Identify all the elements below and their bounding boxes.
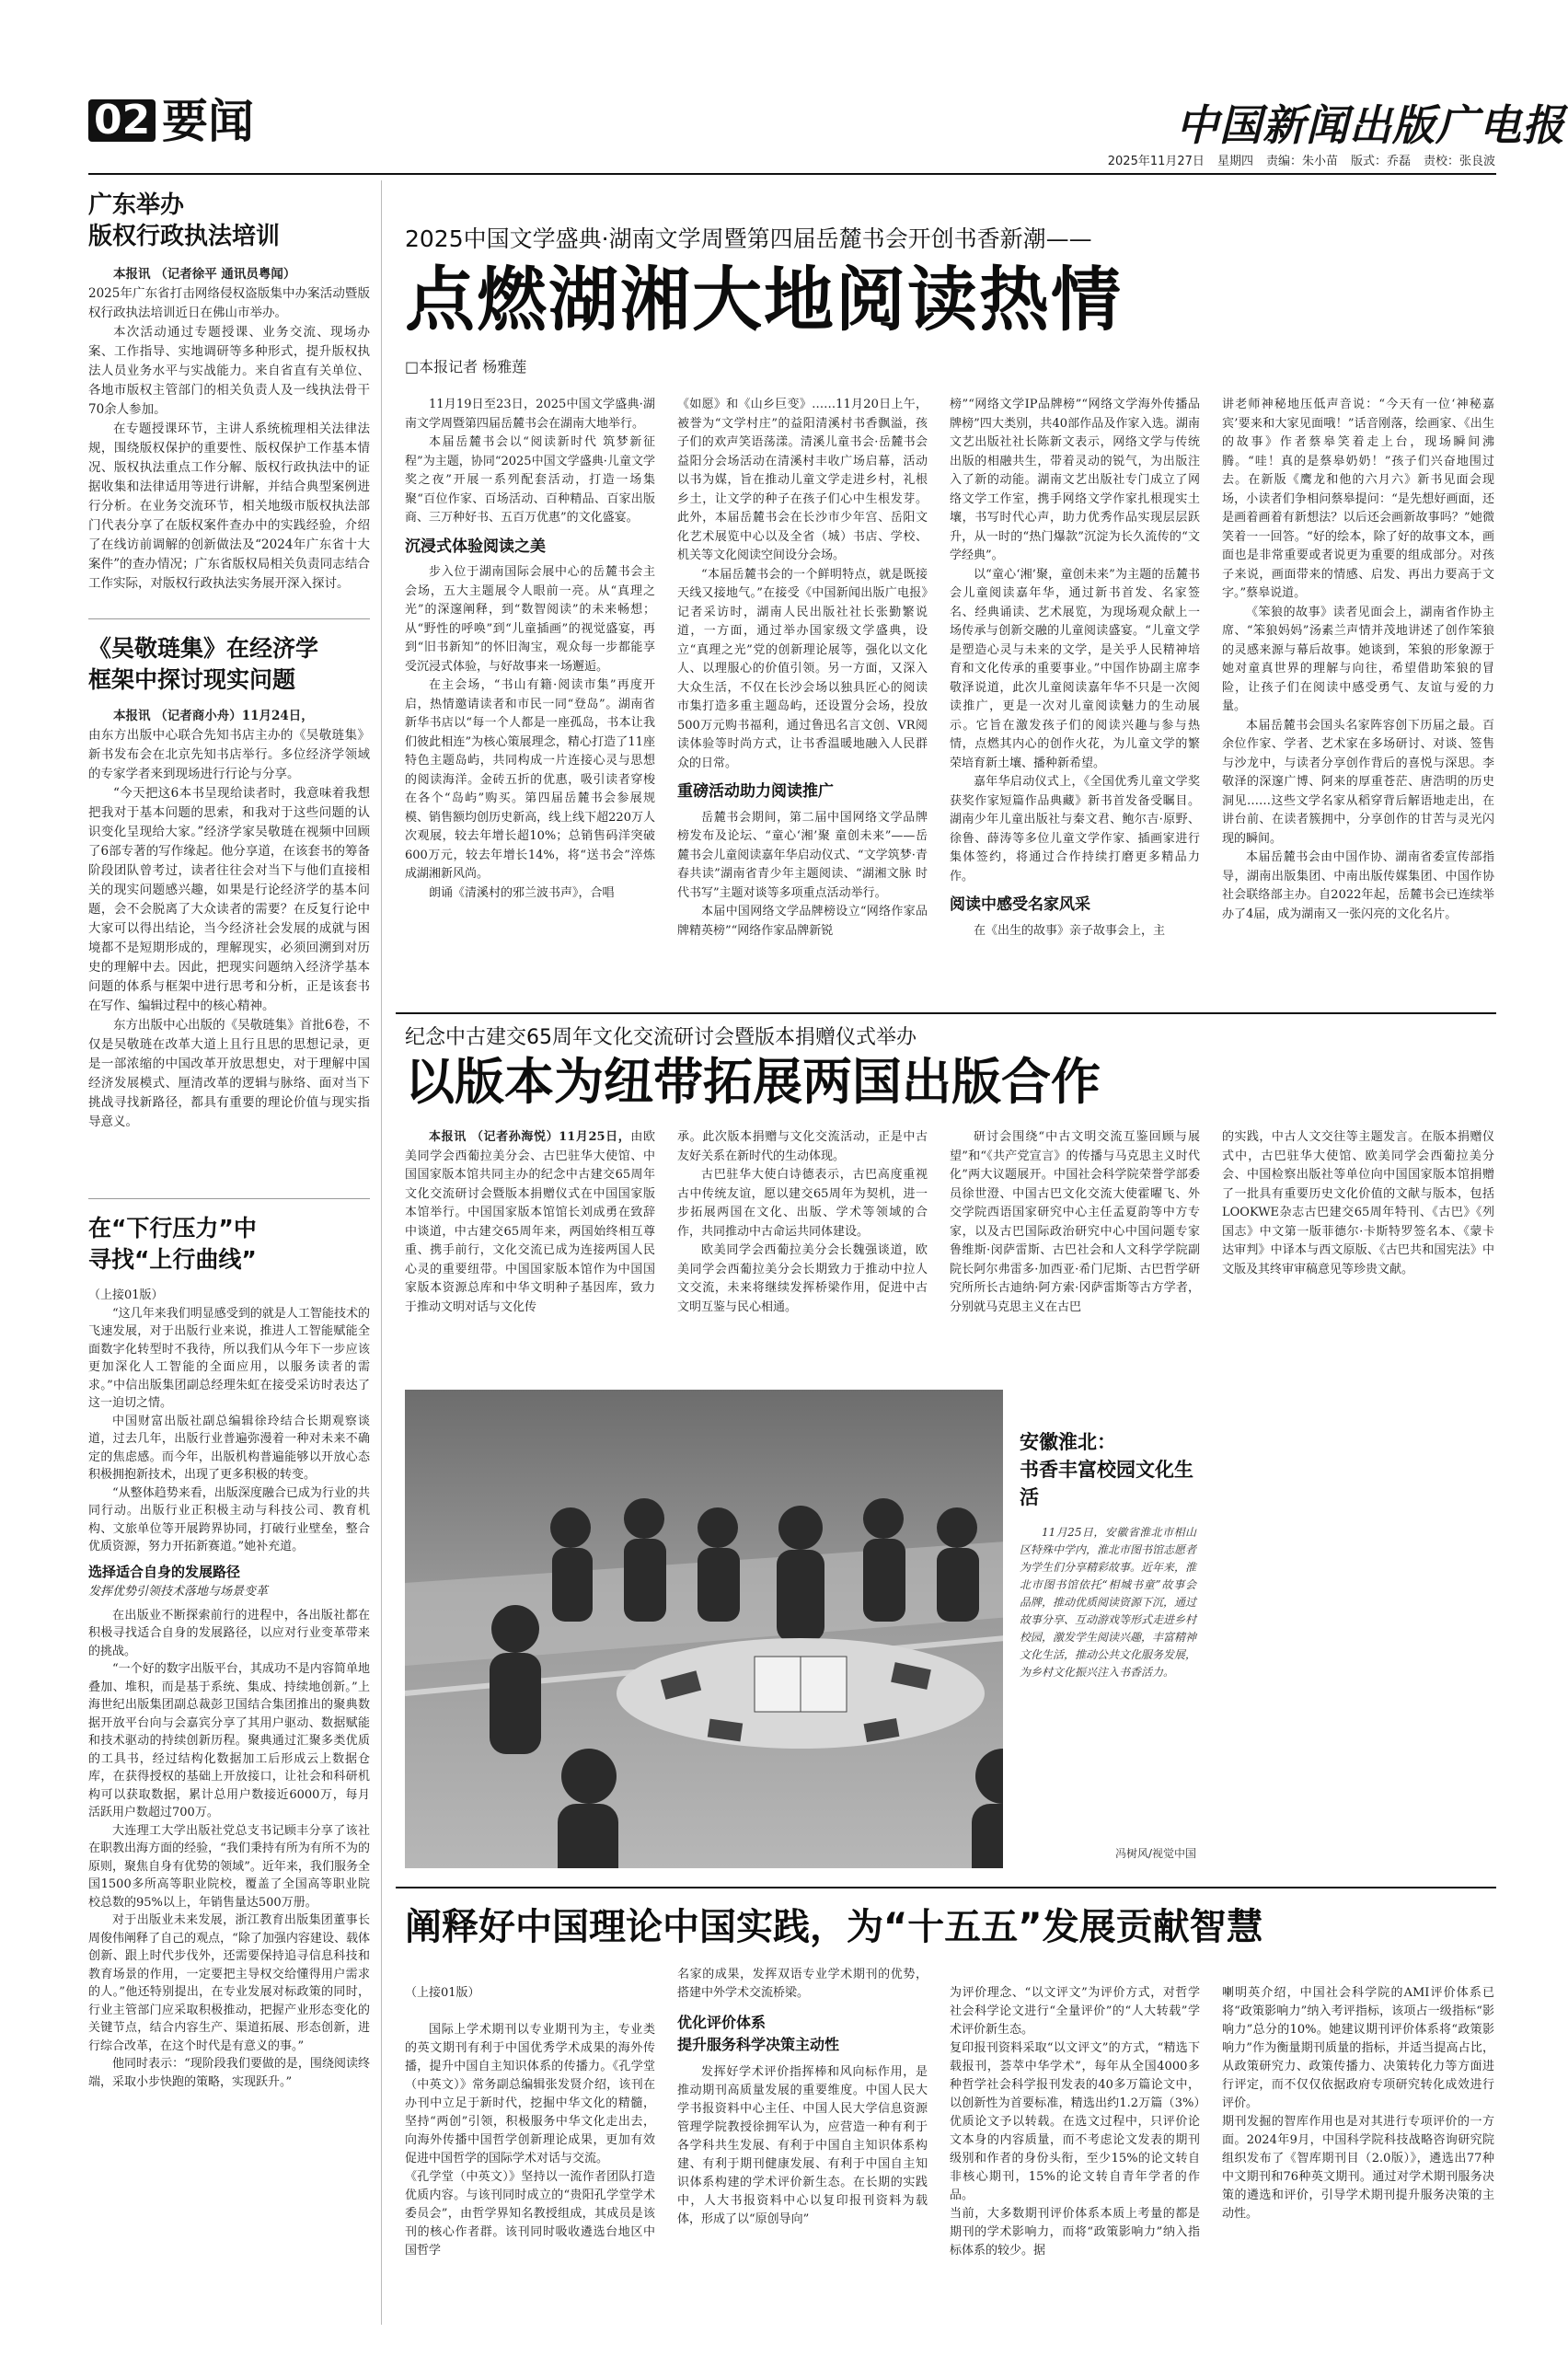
article-body: （上接01版） “这几年来我们明显感受到的就是人工智能技术的飞速发展，对于出版行业来说，推进人工智能赋能全面数字化转型时不我待，所以我们从今年下一步应该更加深化人工智能的全面应用，以服务读者的需求。”中信出版集团副总经理朱虹在接受采访时表达了这一迫切之情。 中国财富出版社副总编辑徐玲结合长期观察谈道，过去几年，出版行业普遍弥漫着一种对未来不确定的焦虑感。而今年，出版机构普遍能够以开放心态积极拥抱新技术，出现了更多积极的转变。 “从整体趋势来看，出版深度融合已成为行业的共同行动。出版行业正积极主动与科技公司、教育机构、文旅单位等开展跨界协同，打破行业壁垒，整合优质资源，努力开拓新赛道。”她补充道。 选择适合自身的发展路径 发挥优势引领技术落地与场景变革 在出版业不断探索前行的进程中，各出版社都在积极寻找适合自身的发展路径，以应对行业变革带来的挑战。 “一个好的数字出版平台，其成功不是内容简单地叠加、堆积，而是基于系统、集成、持续地创新。”上海世纪出版集团副总裁彭卫国结合集团推出的聚典数据开放平台向与会嘉宾分享了其用户驱动、数据赋能和技术驱动的持续创新历程。聚典通过汇聚多类优质的工具书，经过结构化数据加工后形成云上数据仓库，在获得授权的基础上开放接口，让社会和科研机构可以获取数据，累计总用户数接近6000万，每月活跃用户数超过700万。 大连理工大学出版社党总支书记顾丰分享了该社在职教出海方面的经验，“我们秉持有所为有所不为的原则，聚焦自身有优势的领域”。近年来，我们服务全国1500多所高等职业院校，覆盖了全国高等职业院校总数的95%以上，年销售量达500万册。 对于出版业未来发展，浙江教育出版集团董事长周俊伟阐释了自己的观点，“除了加强内容建设、载体创新、跟上时代步伐外，还需要保持追寻信息科技和教育场景的作用，一定要把主导权交给懂得用户需求的人。”他还特别提出，在专业发展对标政策的同时，行业主管部门应采取积极推动，把握产业形态变化的关键节点，结合内容生产、渠道拓展、形态创新，进行综合改革，在这个时代是有意义的事。” 他同时表示：“现阶段我们要做的是，围绕阅读终端，采取小步快跑的策略，实现跃升。” — [88, 1288, 370, 2089]
third-col-4: 喇明英介绍，中国社会科学院的AMI评价体系已将“政策影响力”纳入考评指标，该项占一级指标“影响力”总分的10%。她建议期刊评价体系将“政策影响力”作为衡量期刊质量的指标，并适当提高占比，从政策研究力、政策传播力、决策转化力等方面进行评定，而不仅仅依据政府专项研究转化成效进行评价。 期刊发掘的智库作用也是对其进行专项评价的一方面。2024年9月，中国科学院科技战略咨询研究院组织发布了《智库期刊目（2.0版）》，遴选出77种中文期刊和76种英文期刊。通过对学术期刊服务决策的遴选和评价，引导学术期刊提升服务决策的主动性。 — [1222, 1986, 1494, 2221]
lead-col-2: 《如愿》和《山乡巨变》……11月20日上午，被誉为“文学村庄”的益阳清溪村书香飘溢，孩子们的欢声笑语荡漾。清溪儿童书会·岳麓书会益阳分会场活动在清溪村丰收广场启幕，活动以书为媒，旨在推动儿童文学走进乡村，礼根乡土，让文学的种子在孩子们心中生根发芽。此外，本届岳麓书会在长沙市少年宫、岳阳文化艺术展览中心以及全省（城）书店、学校、机关等文化阅读空间设分会场。 “本届岳麓书会的一个鲜明特点，就是既接天线又接地气。”在接受《中国新闻出版广电报》记者采访时，湖南人民出版社社长张勤繁说道，一方面，通过举办国家级文学盛典，设立“真理之光”党的创新理论展等，强化以文化人、以理服心的价值引领。另一方面，又深入大众生活，不仅在长沙会场以独具匠心的阅读市集打造多重主题岛屿，还设置分会场，投放500万元购书福利，通过鲁迅名言文创、VR阅读体验等时尚方式，让书香温暖地融入人民群众的日常。 重磅活动助力阅读推广 岳麓书会期间，第二届中国网络文学品牌榜发布及论坛、“童心‘湘’聚 童创未来”——岳麓书会儿童阅读嘉年华启动仪式、“文学筑梦·青春共读”湖南省青少年主题阅读、“湖湘文脉 时代书写”主题对谈等多项重点活动举行。 本届中国网络文学品牌榜设立“网络作家品牌精英榜”“网络作家品牌新锐 — [677, 398, 928, 938]
divider — [88, 618, 370, 619]
article-body: 本报讯 （记者徐平 通讯员粤闻） 2025年广东省打击网络侵权盗版集中办案活动暨版权行政执法培训近日在佛山市举办。 本次活动通过专题授课、业务交流、现场办案、工作指导、实地调研等多种形式，提升版权执法人员业务水平与实战能力。来自省直有关单位、各地市版权主管部门的相关负责人及一线执法骨干70余人参加。 在专题授课环节，主讲人系统梳理相关法律法规，围绕版权保护的重要性、版权保护工作基本情况、版权执法重点工作分解、版权行政执法中的证据收集和法律适用等进行讲解，并结合典型案例进行分析。在业务交流环节，相关地级市版权执法部门代表分享了在版权案件查办中的实践经验，介绍了在线访前调解的创新做法及“2024年广东省十大案件”的查办情况；广东省版权局相关负责同志结合工作实际，对版权行政执法实务展开深入探讨。 — [88, 267, 370, 591]
masthead-info — [998, 151, 1495, 168]
photo-caption-box — [1003, 1390, 1205, 1868]
second-col-1: 本报讯 （记者孙海悦）11月25日，由欧美同学会西葡拉美分会、古巴驻华大使馆、中国国家版本馆共同主办的纪念中古建交65周年文化交流研讨会暨版本捐赠仪式在中国国家版本馆举行。中国国家版本馆馆长刘成勇在致辞中谈道，中古建交65周年来，两国始终相互尊重、携手前行，文化交流已成为连接两国人民心灵的重要纽带。中国国家版本馆作为中国国家版本资源总库和中华文明种子基因库，致力于推动文明对话与文化传 — [405, 1130, 655, 1314]
lead-kicker: 2025中国文学盛典·湖南文学周暨第四届岳麓书会开创书香新潮—— — [405, 225, 1092, 252]
news-photo — [405, 1390, 1205, 1868]
second-headline: 以版本为纽带拓展两国出版合作 — [405, 1053, 1101, 1111]
layout-credit: 版式：乔磊 — [1350, 155, 1411, 168]
article-body: 本报讯 （记者商小舟）11月24日， 由东方出版中心联合先知书店主办的《吴敬琏集》新书发布会在北京先知书店举行。多位经济学领域的专家学者来到现场进行行论与分享。 “今天把这6本书呈现给读者时，我意味着我想把我对于基本问题的思索，和我对于这些问题的认识变化呈现给大家。”经济学家吴敬琏在视频中回顾了6部专著的写作缘起。他分享道，在该套书的筹备阶段团队曾考过，读者往往会对当下与他们直接相关的现实问题感兴趣，如果是行论经济学的基本问题，会不会脱离了大众读者的需要？在反复行论中大家可以得出结论，当今经济社会发展的成就与困境都不是短期形成的，理解现实，必须回溯到对历史的理解中去。因此，把现实问题纳入经济学基本问题的体系与框架中进行思考和分析，正是该套书在写作、编辑过程中的核心精神。 东方出版中心出版的《吴敬琏集》首批6卷，不仅是吴敬琏在改革大道上且行且思的思想记录，更是一部浓缩的中国改革开放思想史，对于理解中国经济发展模式、厘清改革的逻辑与脉络、面对当下挑战寻找新路径，都具有重要的理论价值与现实指导意义。 — [88, 709, 370, 1129]
lead-col-3: 榜”“网络文学IP品牌榜”“网络文学海外传播品牌榜”四大类别，共40部作品及作家入选。湖南文艺出版社社长陈新文表示，网络文学与传统出版的相融共生，带着灵动的锐气，为出版注入了新的动能。湖南文艺出版社专门成立了网络文学工作室，携手网络文学作家扎根现实土壤，书写时代心声，助力优秀作品实现层层跃升，从一时的“热门爆款”沉淀为长久流传的“文学经典”。 以“童心‘湘’聚，童创未来”为主题的岳麓书会儿童阅读嘉年华，通过新书首发、名家签名、经典诵读、艺术展览，为现场观众献上一场传承与创新交融的儿童阅读盛宴。“儿童文学是塑造心灵与未来的文学，是关乎人民精神培育和文化传承的重要事业。”中国作协副主席李敬泽说道，此次儿童阅读嘉年华不只是一次阅读推广，更是一次对儿童阅读魅力的生动展示。它旨在激发孩子们的阅读兴趣与参与热情，点燃其内心的创作火花，为儿童文学的繁荣培育新土壤、播种新希望。 嘉年华启动仪式上，《全国优秀儿童文学奖获奖作家短篇作品典藏》新书首发备受瞩目。湖南少年儿童出版社与秦文君、鲍尔吉·原野、徐鲁、薛涛等多位儿童文学作家、插画家进行集体签约，将通过合作持续打磨更多精品力作。 阅读中感受名家风采 在《出生的故事》亲子故事会上，主 — [950, 398, 1200, 938]
photo-caption-body: 11月25日，安徽省淮北市相山区特殊中学内，淮北市图书馆志愿者为学生们分享精彩故事。近年来，淮北市图书馆依托“相城书童”故事会品牌，推动优质阅读资源下沉，通过故事分享、互动游戏等形式走进乡村校园，激发学生阅读兴趣，丰富精神文化生活，推动公共文化服务发展，为乡村文化振兴注入书香活力。 — [1020, 1526, 1197, 1679]
masthead-rule — [88, 173, 1496, 175]
third-col-1: （上接01版） 国际上学术期刊以专业期刊为主，专业类的英文期刊有利于中国优秀学术成果的海外传播，提升中国自主知识体系的传播力。《孔学堂（中英文）》常务副总编辑张发贤介绍，该刊在办刊中立足于新时代，挖掘中华文化的精髓，坚持“两创”引领，积极服务中华文化走出去，向海外传播中国哲学创新理论成果，更加有效促进中国哲学的国际学术对话与交流。 《孔学堂（中英文）》坚持以一流作者团队打造优质内容。与该刊同时成立的“贵阳孔学堂学术委员会”，由哲学界知名教授组成，其成员是该刊的核心作者群。该刊同时吸收遴选台地区中国哲学 — [405, 1986, 655, 2258]
byline: 本报讯 （记者徐平 通讯员粤闻） — [113, 267, 296, 282]
section-name: 要闻 — [162, 95, 254, 148]
photo-caption-title: 安徽淮北： 书香丰富校园文化生活 — [1020, 1431, 1193, 1508]
subheading: 沉浸式体验阅读之美 — [405, 537, 546, 556]
proof-credit: 责校：张良波 — [1423, 155, 1495, 168]
article-downward-pressure — [88, 1213, 370, 2091]
subheading: 阅读中感受名家风采 — [950, 895, 1090, 914]
article-copyright-training — [88, 190, 370, 594]
third-col-2: 名家的成果，发挥双语专业学术期刊的优势，搭建中外学术交流桥梁。 优化评价体系 提升服务科学决策主动性 发挥好学术评价指挥棒和风向标作用，是推动期刊高质量发展的重要维度。中国人民大学书报资料中心主任、中国人民大学信息资源管理学院教授徐拥军认为，应营造一种有利于各学科共生发展、有利于中国自主知识体系构建、有利于期刊健康发展、有利于中国自主知识体系构建的学术评价新生态。在长期的实践中，人大书报资料中心以复印报刊资料为载体，形成了以“原创导向” — [677, 1968, 928, 2226]
article-wu-jinglian — [88, 633, 370, 1132]
subheading: 重磅活动助力阅读推广 — [677, 782, 834, 801]
lead-col-1: 11月19日至23日，2025中国文学盛典·湖南文学周暨第四届岳麓书会在湖南大地举行。 本届岳麓书会以“阅读新时代 筑梦新征程”为主题，协同“2025中国文学盛典·儿童文学奖之夜”开展一系列配套活动，打造一场集聚“百位作家、百场活动、百种精品、百家出版商、三万种好书、五百万优惠”的文化盛宴。 沉浸式体验阅读之美 步入位于湖南国际会展中心的岳麓书会主会场，五大主题展令人眼前一亮。从“真理之光”的深邃阐释，到“数智阅读”的未来畅想；从“野性的呼唤”到“儿童插画”的视觉盛宴，再到“旧书新知”的怀旧淘宝，观众每一步都能享受沉浸式体验，与好故事来一场邂逅。 在主会场，“书山有籍·阅读市集”再度开启，热情邀请读者和市民一同“登岛”。湖南省新华书店以“每一个人都是一座孤岛，书本让我们彼此相连”为核心策展理念，精心打造了11座特色主题岛屿，共同构成一片连接心灵与思想的阅读海洋。金砖五折的优惠，吸引读者穿梭在各个“岛屿”购买。第四届岳麓书会参展规模、销售额均创历史新高，线上线下超220万人次观展，较去年增长超10%；总销售码洋突破600万元，较去年增长14%，将“送书会”淬炼成湖湘新风尚。 朗诵《清溪村的邪兰波书声》，合唱 — [405, 398, 655, 900]
issue-weekday: 星期四 — [1216, 155, 1253, 168]
third-col-3: 为评价理念、“以文评文”为评价方式，对哲学社会科学论文进行“全量评价”的“人大转载”学术评价新生态。 复印报刊资料采取“以文评文”的方式，“精选下载报刊，荟萃中华学术”，每年从全国4000多种哲学社会科学报刊发表的40多万篇论文中，以创新性为首要标准，精选出约1.2万篇（3%）优质论文予以转载。在选文过程中，只评价论文本身的内容质量，而不考虑论文发表的期刊级别和作者的身份头衔，至少15%的论文转自非核心期刊，15%的论文转自青年学者的作品。 当前，大多数期刊评价体系本质上考量的都是期刊的学术影响力，而将“政策影响力”纳入指标体系的较少。据 — [950, 1986, 1200, 2258]
section-rule — [396, 1012, 1496, 1014]
second-kicker: 纪念中古建交65周年文化交流研讨会暨版本捐赠仪式举办 — [405, 1026, 917, 1049]
subheading: 选择适合自身的发展路径 — [88, 1563, 241, 1580]
byline: 本报讯 （记者孙海悦）11月25日， — [429, 1130, 631, 1144]
page-number: 02 — [88, 99, 156, 142]
second-col-4: 的实践，中古人文交往等主题发言。在版本捐赠仪式中，古巴驻华大使馆、欧美同学会西葡拉美分会、中国检察出版社等单位向中国国家版本馆捐赠了一批具有重要历史文化价值的文献与版本，包括LOOKWE杂志古巴建交65周年特刊、《古巴》《列国志》中文第一版菲德尔·卡斯特罗签名本、《蒙卡达审判》中译本与西文原版、《古巴共和国宪法》中文版及其终审审稿意见等珍贵文献。 — [1222, 1130, 1494, 1276]
byline: 本报讯 （记者商小舟）11月24日， — [113, 709, 314, 723]
article-title: 在“下行压力”中 寻找“上行曲线” — [88, 1215, 257, 1273]
divider — [88, 1198, 370, 1199]
lead-col-4: 讲老师神秘地压低声音说：“今天有一位‘神秘嘉宾’要来和大家见面哦！”话音刚落，绘画家、《出生的故事》作者蔡皋笑着走上台，现场瞬间沸腾。“哇！真的是蔡皋奶奶！”孩子们兴奋地围过去。在新版《鹰龙和他的六月六》新书见面会现场，小读者们争相问蔡皋提问：“是先想好画面，还是画着画着有新想法？以后还会画新故事吗？”她微笑着一一回答。“好的绘本，除了好的故事文本，画面也是非常重要或者说更为重要的组成部分。对孩子来说，画面带来的情感、启发、再出力要高于文字。”蔡皋说道。 《笨狼的故事》读者见面会上，湖南省作协主席、“笨狼妈妈”汤素兰声情并茂地讲述了创作笨狼的灵感来源与幕后故事。她谈到，笨狼的形象源于她对童真世界的理解与向往，希望借助笨狼的冒险，让孩子们在阅读中感受勇气、友谊与爱的力量。 本届岳麓书会国头名家阵容创下历届之最。百余位作家、学者、艺术家在多场研讨、对谈、签售与沙龙中，与读者分享创作背后的喜悦与深思。李敬泽的深邃广博、阿来的厚重苍茫、唐浩明的历史洞见……这些文学名家从稻穿背后解语地走出，在讲台前、在读者簇拥中，分享创作的甘苦与灵光闪现的瞬间。 本届岳麓书会由中国作协、湖南省委宣传部指导，湖南出版集团、中南出版传媒集团、中国作协社会联络部主办。自2022年起，岳麓书会已连续举办了4届，成为湖南又一张闪亮的文化名片。 — [1222, 398, 1494, 921]
article-title: 《吴敬琏集》在经济学 框架中探讨现实问题 — [88, 635, 319, 693]
issue-date: 2025年11月27日 — [1107, 155, 1205, 168]
second-col-3: 研讨会围绕“中古文明交流互鉴回顾与展望”和“《共产党宣言》的传播与马克思主义时代化”两大议题展开。中国社会科学院荣誉学部委员徐世澄、中国古巴文化交流大使霍曜飞、外交学院西语国家研究中心主任孟夏韵等中方专家，以及古巴国际政治研究中心中国问题专家鲁维斯·闵萨雷斯、古巴社会和人文科学学院副院长阿尔弗雷多·加西亚·希门尼斯、古巴哲学研究所所长古迪纳·阿方索·冈萨雷斯等古方学者，分别就马克思主义在古巴 — [950, 1130, 1200, 1314]
article-title: 广东举办 版权行政执法培训 — [88, 191, 281, 250]
lead-headline: 点燃湖湘大地阅读热情 — [405, 259, 1123, 341]
lead-byline: □本报记者 杨雅莲 — [405, 358, 527, 375]
subheading: 优化评价体系 提升服务科学决策主动性 — [677, 2014, 840, 2053]
third-headline: 阐释好中国理论中国实践，为“十五五”发展贡献智慧 — [405, 1906, 1263, 1948]
photo-credit: 冯树风/视觉中国 — [1114, 1847, 1196, 1860]
editor-credit: 责编：朱小苗 — [1265, 155, 1338, 168]
sub-subheading: 发挥优势引领技术落地与场景变革 — [88, 1585, 269, 1599]
second-col-2: 承。此次版本捐赠与文化交流活动，正是中古友好关系在新时代的生动体现。 古巴驻华大使白诗德表示，古巴高度重视古中传统友谊，愿以建交65周年为契机，进一步拓展两国在文化、出版、学术等领域的合作，共同推动中古命运共同体建设。 欧美同学会西葡拉美分会长魏强谈道，欧美同学会西葡拉美分会长期致力于推动中拉人文交流，未来将继续发挥桥梁作用，促进中古文明互鉴与民心相通。 — [677, 1130, 928, 1314]
paper-logo: 中国新闻出版广电报 — [1176, 100, 1565, 150]
left-col-divider — [381, 180, 382, 2325]
section-rule — [396, 1887, 1496, 1888]
